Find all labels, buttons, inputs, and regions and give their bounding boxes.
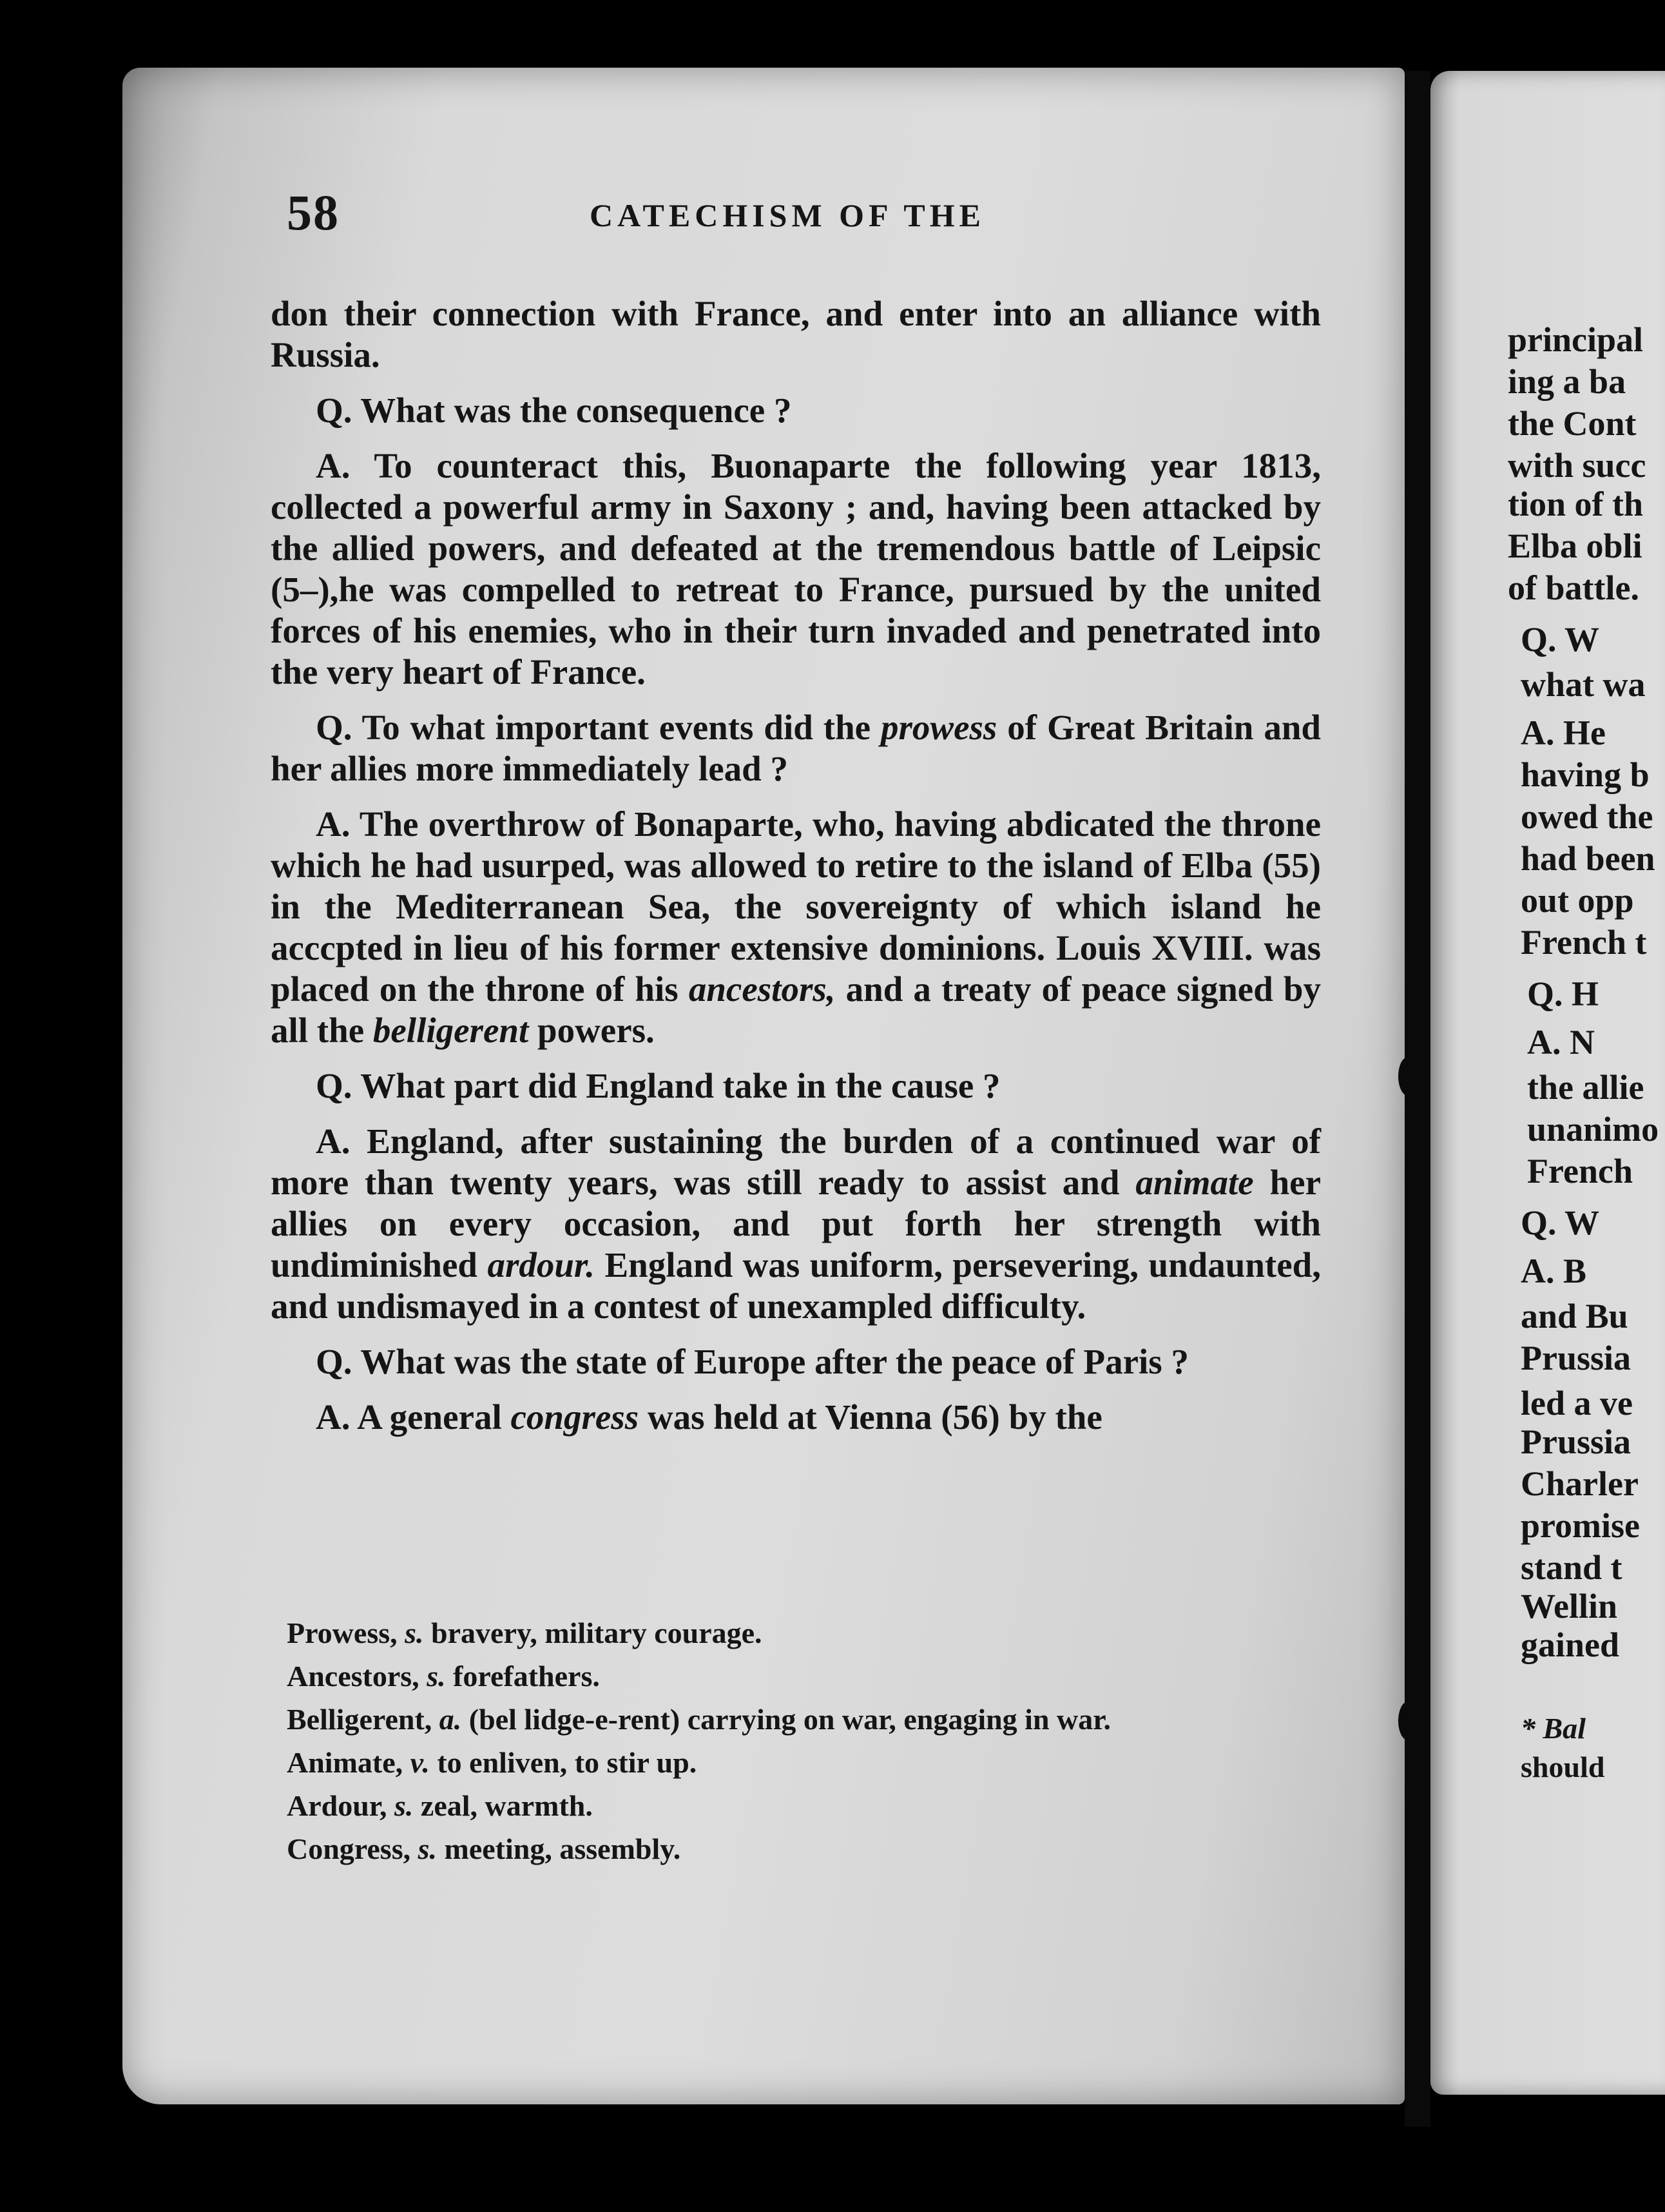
right-page-line: led a ve [1521, 1384, 1633, 1422]
right-page-line: tion of th [1508, 485, 1644, 523]
glossary-entry [287, 1611, 1318, 1654]
right-page-line: stand t [1521, 1548, 1622, 1587]
right-page-line: should [1521, 1751, 1605, 1783]
paragraph [271, 1397, 1321, 1438]
glossary-entry [287, 1827, 1318, 1870]
text-segment: her allies on every occasion, and put forth her strength with undiminished [271, 1163, 1321, 1285]
paragraph [271, 707, 1321, 790]
paragraph [271, 1065, 1321, 1107]
right-page-line: A. B [1521, 1252, 1587, 1290]
glossary-definition: bravery, military courage. [431, 1616, 762, 1649]
body-text [271, 293, 1321, 1452]
glossary-notes [287, 1611, 1318, 1870]
text-segment: Q. To what important events did the [316, 708, 881, 747]
running-title: CATECHISM OF THE [590, 197, 985, 233]
glossary-term: Prowess, [287, 1616, 398, 1649]
right-page-line: Elba obli [1508, 527, 1642, 565]
right-page [1430, 71, 1665, 2095]
right-page-line: French [1527, 1152, 1633, 1190]
right-page-line: and Bu [1521, 1297, 1628, 1335]
right-page-line: * Bal [1521, 1712, 1586, 1745]
text-segment: powers. [528, 1011, 655, 1050]
text-segment: of Great Britain and her allies more immediately lead ? [271, 708, 1321, 788]
binding-notch [1398, 1057, 1418, 1096]
glossary-pos: a. [439, 1703, 462, 1736]
right-page-line: Q. W [1521, 620, 1600, 659]
right-page-line: with succ [1508, 446, 1646, 485]
right-page-line: unanimo [1527, 1110, 1659, 1149]
italic-term: belligerent [372, 1011, 529, 1050]
italic-term: ancestors, [688, 969, 836, 1009]
right-page-line: French t [1521, 923, 1647, 962]
glossary-definition: zeal, warmth. [420, 1789, 593, 1822]
right-page-line: gained [1521, 1625, 1620, 1664]
glossary-term: Belligerent, [287, 1703, 432, 1736]
right-page-line: what wa [1521, 665, 1646, 704]
glossary-definition: (bel lidge-e-rent) carrying on war, engaging in war. [468, 1703, 1111, 1736]
right-page-line: having b [1521, 755, 1650, 794]
glossary-entry [287, 1698, 1318, 1741]
page-number: 58 [287, 184, 340, 240]
right-page-line: A. N [1527, 1023, 1595, 1062]
right-page-line: of battle. [1508, 568, 1639, 607]
glossary-pos: s. [427, 1660, 446, 1693]
italic-term: animate [1135, 1163, 1254, 1202]
glossary-entry [287, 1654, 1318, 1698]
page-header [287, 184, 1318, 242]
right-page-line: had been [1521, 839, 1655, 878]
paragraph [271, 1121, 1321, 1327]
right-page-line: Prussia [1521, 1339, 1631, 1377]
book-gutter [1405, 71, 1430, 2127]
glossary-term: Ancestors, [287, 1660, 419, 1693]
paragraph [271, 390, 1321, 431]
text-segment: Q. What was the state of Europe after the peace of Paris ? [316, 1342, 1189, 1381]
glossary-entry [287, 1741, 1318, 1784]
right-page-line: promise [1521, 1506, 1640, 1545]
text-segment: and a treaty of peace signed by all the [271, 969, 1321, 1050]
text-segment: Q. What was the consequence ? [316, 391, 792, 430]
right-page-line: Wellin [1521, 1587, 1618, 1625]
paragraph-continuation [271, 293, 1321, 376]
right-page-line: ing a ba [1508, 362, 1626, 401]
text-segment: A. To counteract this, Buonaparte the following year 1813, collected a powerful army in Saxony ; and, having been attacked by the allied powers, and defeated at the tremendous battle of Leipsic (5–),he was compelled to retreat to France, pursued by the united forces of his enemies, who in their turn invaded and penetrated into the very heart of France. [271, 446, 1321, 692]
binding-notch [1398, 1702, 1418, 1740]
paragraph [271, 804, 1321, 1051]
right-page-line: owed the [1521, 797, 1653, 836]
text-segment: A. A general [316, 1397, 511, 1437]
text-segment: A. The overthrow of Bonaparte, who, having abdicated the throne which he had usurped, was allowed to retire to the island of Elba (55) in the Mediterranean Sea, the sovereignty of which island he acccpted in lieu of his former extensive dominions. Louis XVIII. was placed on the throne of his [271, 804, 1321, 1009]
right-page-line: principal [1508, 320, 1644, 359]
glossary-pos: s. [405, 1616, 424, 1649]
right-page-line: Prussia [1521, 1422, 1631, 1461]
glossary-term: Ardour, [287, 1789, 387, 1822]
right-page-line: out opp [1521, 881, 1634, 920]
italic-term: ardour. [487, 1245, 595, 1285]
text-segment: England was uniform, persevering, undaunted, and undismayed in a contest of unexampled difficulty. [271, 1245, 1321, 1326]
glossary-term: Animate, [287, 1746, 403, 1779]
text-segment: Q. What part did England take in the cause ? [316, 1066, 1001, 1105]
paragraph [271, 445, 1321, 693]
right-page-line: Charler [1521, 1464, 1639, 1503]
glossary-entry [287, 1784, 1318, 1827]
glossary-pos: v. [410, 1746, 430, 1779]
text-segment: A. England, after sustaining the burden of a continued war of more than twenty years, was still ready to assist and [271, 1121, 1321, 1202]
right-page-line: the allie [1527, 1068, 1644, 1107]
glossary-definition: forefathers. [453, 1660, 600, 1693]
glossary-term: Congress, [287, 1832, 411, 1865]
glossary-definition: to enliven, to stir up. [437, 1746, 697, 1779]
italic-term: prowess [881, 708, 997, 747]
italic-term: congress [510, 1397, 639, 1437]
text-segment: was held at Vienna (56) by the [639, 1397, 1102, 1437]
text-segment: don their connection with France, and enter into an alliance with Russia. [271, 294, 1321, 374]
right-page-line: Q. W [1521, 1203, 1600, 1242]
paragraph [271, 1341, 1321, 1382]
glossary-definition: meeting, assembly. [444, 1832, 681, 1865]
glossary-pos: s. [418, 1832, 438, 1865]
right-page-line: A. He [1521, 713, 1606, 752]
right-page-line: the Cont [1508, 404, 1637, 443]
right-page-line: Q. H [1527, 975, 1599, 1013]
glossary-pos: s. [394, 1789, 414, 1822]
